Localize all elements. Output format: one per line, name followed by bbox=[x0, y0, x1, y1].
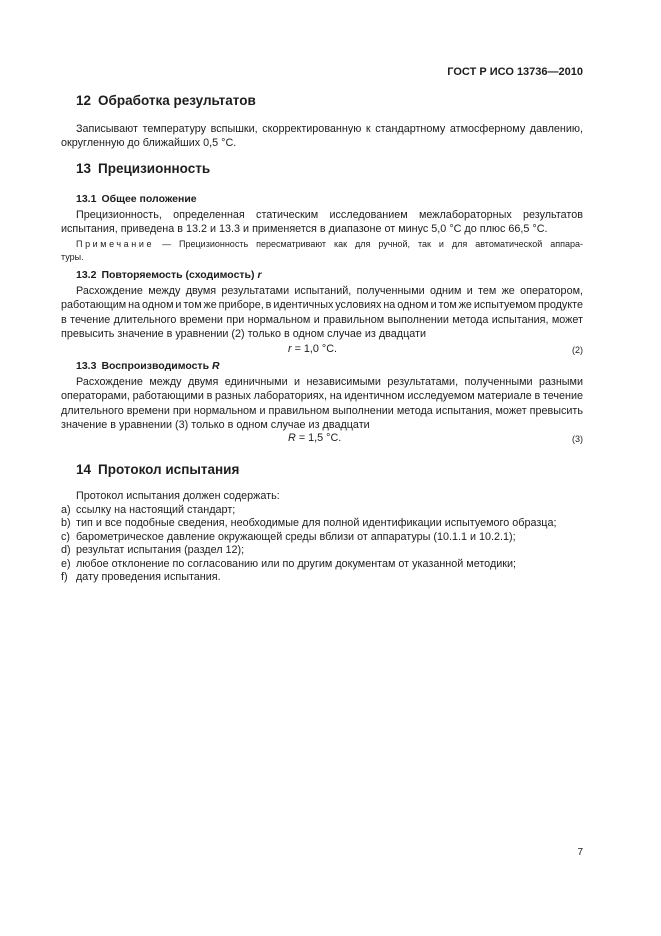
list-item bbox=[61, 517, 583, 531]
paragraph-line bbox=[76, 122, 583, 136]
subsection-number: 13.2 bbox=[76, 269, 97, 281]
line-text: Расхождение между двумя единичными и независимыми результатами, полученными разными bbox=[76, 376, 583, 388]
subsection-number: 13.3 bbox=[76, 360, 97, 372]
section-12-heading bbox=[76, 93, 256, 109]
line-text: значение в уравнении (3) только в одном случае из двадцати bbox=[61, 418, 370, 431]
section-number: 12 bbox=[76, 93, 92, 108]
list-item-label: c) bbox=[61, 530, 70, 543]
line-text: длительного времени при нормальном и правильном выполнении метода испытания, может превысить bbox=[61, 404, 583, 417]
list-item-text: барометрическое давление окружающей среды вблизи от аппаратуры (10.1.1 и 10.2.1); bbox=[76, 530, 516, 543]
note bbox=[61, 238, 583, 264]
line-text: Записывают температуру вспышки, скорректированную к стандартному атмосферному давлению, bbox=[76, 123, 583, 135]
equation-expression bbox=[288, 431, 341, 445]
subsection-symbol: R bbox=[211, 360, 220, 372]
section-12-paragraph bbox=[61, 122, 583, 151]
paragraph-line bbox=[61, 222, 583, 236]
section-13-heading bbox=[76, 161, 210, 177]
list-item bbox=[61, 531, 583, 545]
section-14-heading bbox=[76, 462, 239, 478]
list-item bbox=[61, 504, 583, 518]
line-text: Протокол испытания должен содержать: bbox=[76, 490, 280, 502]
list-intro bbox=[76, 490, 583, 504]
section-number: 14 bbox=[76, 462, 92, 477]
equation-value: = 1,5 °C. bbox=[298, 432, 342, 444]
paragraph-line bbox=[61, 404, 583, 418]
line-text: испытания, приведена в 13.2 и 13.3 и применяется в диапазоне от минус 5,0 °C до плюс 66,5 °C. bbox=[61, 223, 548, 236]
list-item bbox=[61, 558, 583, 572]
line-text: Прецизионность, определенная статическим исследованием межлабораторных результатов bbox=[76, 209, 583, 221]
protocol-list bbox=[61, 490, 583, 585]
list-item-text: результат испытания (раздел 12); bbox=[76, 544, 245, 556]
subsection-13-2-heading bbox=[76, 268, 262, 282]
subsection-13-1-paragraph bbox=[61, 208, 583, 237]
paragraph-line bbox=[61, 313, 583, 327]
line-text: туры. bbox=[61, 252, 84, 262]
section-number: 13 bbox=[76, 161, 92, 176]
line-text: превысить значение в уравнении (2) только в одном случае из двадцати bbox=[61, 327, 427, 340]
equation-expression bbox=[288, 342, 337, 356]
line-text: Расхождение между двумя результатами испытаний, полученными одним и тем же оператором, bbox=[76, 285, 583, 297]
paragraph-line bbox=[76, 284, 583, 298]
list-item bbox=[61, 571, 583, 585]
subsection-title: Повторяемость (сходимость) bbox=[101, 269, 255, 281]
subsection-number: 13.1 bbox=[76, 193, 97, 205]
paragraph-line bbox=[76, 375, 583, 389]
note-line bbox=[61, 251, 583, 264]
paragraph-line bbox=[61, 389, 583, 403]
equation-symbol: R bbox=[288, 432, 296, 444]
equation-number: (2) bbox=[572, 345, 583, 355]
subsection-13-3-paragraph bbox=[61, 375, 583, 432]
list-item-label: b) bbox=[61, 517, 71, 529]
equation-symbol: r bbox=[288, 343, 292, 355]
equation-number: (3) bbox=[572, 434, 583, 444]
paragraph-line bbox=[61, 136, 583, 150]
list-item-text: любое отклонение по согласованию или по другим документам от указанной методики; bbox=[76, 557, 517, 570]
paragraph-line bbox=[61, 298, 583, 312]
line-text: округленную до ближайших 0,5 °C. bbox=[61, 137, 237, 150]
subsection-title: Общее положение bbox=[101, 193, 197, 205]
section-title: Протокол испытания bbox=[98, 462, 240, 477]
list-item-label: d) bbox=[61, 544, 71, 556]
list-item bbox=[61, 544, 583, 558]
line-text bbox=[76, 239, 583, 249]
subsection-symbol: r bbox=[257, 269, 262, 281]
paragraph-line bbox=[61, 327, 583, 341]
equation-3 bbox=[61, 431, 583, 445]
list-item-label: f) bbox=[61, 571, 68, 583]
line-text: операторами, работающими в разных лабораториях, на идентичном исследуемом материале в течение bbox=[61, 390, 583, 403]
note-line bbox=[76, 238, 583, 251]
paragraph-line bbox=[76, 208, 583, 222]
list-item-label: e) bbox=[61, 557, 71, 570]
equation-2 bbox=[61, 342, 583, 356]
section-title: Прецизионность bbox=[98, 161, 211, 176]
note-label: Примечание bbox=[76, 239, 155, 249]
document-designation: ГОСТ Р ИСО 13736—2010 bbox=[447, 66, 583, 78]
subsection-13-3-heading bbox=[76, 359, 220, 373]
section-title: Обработка результатов bbox=[98, 93, 256, 108]
list-item-text: ссылку на настоящий стандарт; bbox=[76, 503, 236, 516]
note-text: — Прецизионность пересматривают как для ручной, так и для автоматической аппара- bbox=[162, 239, 583, 249]
subsection-13-2-paragraph bbox=[61, 284, 583, 341]
line-text: в течение длительного времени при нормальном и правильном выполнении метода испытания, может bbox=[61, 313, 583, 326]
equation-value: = 1,0 °C. bbox=[294, 343, 338, 355]
page-number: 7 bbox=[577, 847, 583, 858]
list-item-text: тип и все подобные сведения, необходимые для полной идентификации испытуемого образца; bbox=[76, 517, 557, 529]
list-item-label: a) bbox=[61, 503, 71, 516]
list-item-text: дату проведения испытания. bbox=[76, 571, 221, 583]
subsection-title: Воспроизводимость bbox=[101, 360, 210, 372]
subsection-13-1-heading bbox=[76, 192, 197, 206]
line-text: работающим на одном и том же приборе, в идентичных условиях на одном и том же испытуемом продукте bbox=[61, 299, 583, 312]
